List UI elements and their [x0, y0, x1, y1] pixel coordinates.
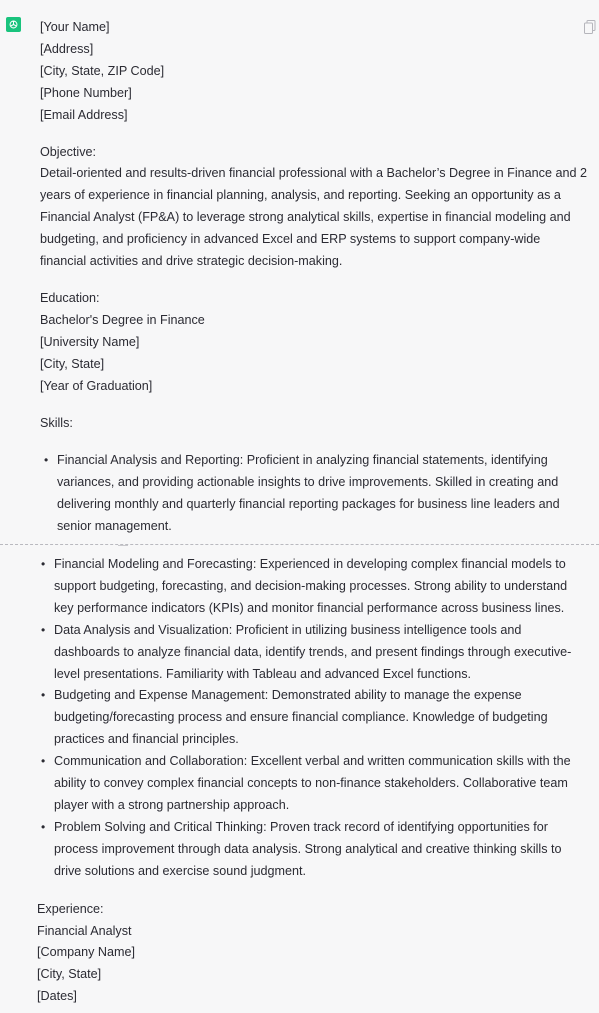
skills-section: [40, 413, 588, 539]
skill-line: practices and financial principles.: [54, 732, 239, 747]
message-content-continued: [37, 554, 587, 1008]
list-item: [40, 450, 588, 538]
bullet-icon: •: [41, 557, 46, 571]
list-item: [37, 817, 587, 883]
objective-line: Financial Analyst (FP&A) to leverage strong analytical skills, expertise in financial modeling and: [40, 210, 571, 225]
bullet-icon: •: [41, 754, 46, 769]
skill-line: dashboards to analyze financial data, identify trends, and present findings through executive-: [54, 644, 572, 659]
education-line: [Year of Graduation]: [40, 378, 153, 393]
education-line: [University Name]: [40, 334, 140, 349]
skill-line: Financial Modeling and Forecasting: Experienced in developing complex financial models to: [54, 557, 566, 571]
education-line: [City, State]: [40, 356, 105, 371]
skill-line: Financial Analysis and Reporting: Proficient in analyzing financial statements, identifying: [57, 453, 548, 468]
second-screenshot-segment: [0, 545, 599, 1013]
experience-heading: Experience:: [37, 901, 104, 916]
contact-email: [Email Address]: [40, 107, 128, 122]
skill-line: Data Analysis and Visualization: Proficient in utilizing business intelligence tools and: [54, 622, 522, 637]
list-item: [37, 554, 587, 620]
skill-line: level presentations. Familiarity with Tableau and advanced Excel functions.: [54, 666, 471, 681]
openai-logo-icon: [8, 19, 19, 30]
list-item: [37, 685, 587, 751]
assistant-avatar: [6, 17, 21, 32]
bullet-icon: •: [44, 453, 49, 468]
education-section: [40, 288, 588, 398]
skill-line: process improvement through data analysis. Strong analytical and creative thinking skills to: [54, 841, 562, 856]
education-heading: Education:: [40, 290, 100, 305]
skill-line: ability to convey complex financial concepts to non-finance stakeholders. Collaborative team: [54, 776, 568, 791]
contact-name: [Your Name]: [40, 20, 110, 34]
skills-list: [40, 450, 588, 538]
skill-line: key performance indicators (KPIs) and monitor financial performance across business lines.: [54, 600, 565, 615]
skill-line: senior management.: [57, 519, 172, 534]
experience-line: [City, State]: [37, 967, 102, 982]
objective-heading: Objective:: [40, 144, 96, 159]
bullet-icon: •: [41, 622, 46, 637]
education-line: Bachelor's Degree in Finance: [40, 312, 205, 327]
contact-address: [Address]: [40, 41, 94, 56]
skill-line: player with a strong partnership approach.: [54, 797, 290, 812]
contact-phone: [Phone Number]: [40, 85, 132, 100]
skill-line: variances, and providing actionable insights to drive improvements. Skilled in creating and: [57, 475, 559, 490]
skill-line: budgeting/forecasting process and ensure financial compliance. Knowledge of budgeting: [54, 710, 548, 725]
objective-line: years of experience in financial planning, analysis, and reporting. Seeking an opportunity as a: [40, 188, 561, 203]
contact-city: [City, State, ZIP Code]: [40, 63, 165, 78]
message-content: [40, 17, 588, 538]
skill-line: support budgeting, forecasting, and decision-making processes. Strong ability to understand: [54, 578, 568, 593]
skill-line: drive solutions and exercise sound judgment.: [54, 863, 307, 878]
experience-section: [37, 899, 587, 1009]
skills-list-continued: [37, 554, 587, 883]
contact-block: [40, 17, 588, 127]
experience-line: Financial Analyst: [37, 923, 132, 938]
skill-line: delivering monthly and quarterly financial reporting packages for business line leaders and: [57, 497, 560, 512]
objective-line: budgeting, and proficiency in advanced Excel and ERP systems to support company-wide: [40, 232, 541, 247]
skill-line: Communication and Collaboration: Excellent verbal and written communication skills with the: [54, 754, 571, 769]
skill-line: Budgeting and Expense Management: Demonstrated ability to manage the expense: [54, 688, 522, 703]
bullet-icon: •: [41, 819, 46, 834]
experience-line: [Company Name]: [37, 945, 135, 960]
skill-line: Problem Solving and Critical Thinking: Proven track record of identifying opportunities for: [54, 819, 548, 834]
objective-section: [40, 142, 588, 273]
list-item: [37, 751, 587, 817]
list-item: [37, 620, 587, 686]
bullet-icon: •: [41, 688, 46, 703]
experience-line: [Dates]: [37, 989, 77, 1004]
objective-line: financial activities and drive strategic decision-making.: [40, 254, 343, 269]
objective-line: Detail-oriented and results-driven financial professional with a Bachelor’s Degree in Finance and 2: [40, 166, 587, 181]
skills-heading: Skills:: [40, 415, 73, 430]
